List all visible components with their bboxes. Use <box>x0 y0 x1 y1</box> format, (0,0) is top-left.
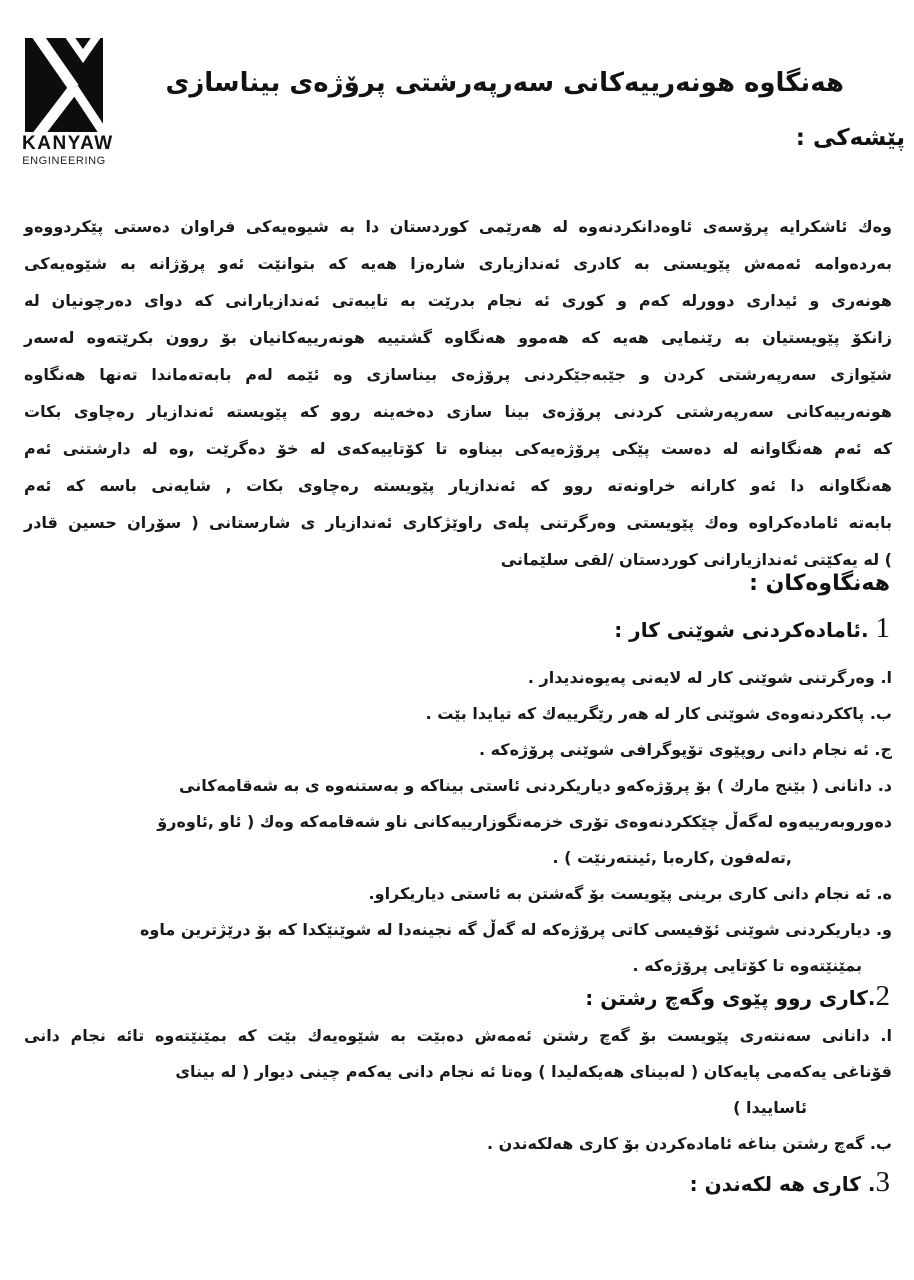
section-2-title: .كاری روو پێوی وگەچ رشتن : <box>585 986 876 1010</box>
intro-line: هەنگاوانه دا ئەو كارانه خراونەته روو كه ئەندازیار پێویسته رەچاوی بكات , شایەنی باسه كه ئەم <box>24 476 892 495</box>
intro-line: بابەته ئامادەكراوه وەك پێویستی وەرگرتنی پلەی راوێژكاری ئەندازیار ی شارستانی ( سۆران حسین قادر <box>24 513 892 532</box>
intro-line: زانكۆ پێویستیان به رێنمایی هەیه كه هەموو هەنگاوه گشتییه هونەرییەكانیان بۆ روون بكرێتەوه لەسەر <box>24 328 892 347</box>
list-item-line: ا. دانانی سەنتەری پێویست بۆ گەچ رشتن ئەمەش دەبێت به شێوەیەك بێت كه بمێنێتەوه تائە نجام دانی <box>24 1026 892 1045</box>
intro-line: وەك ئاشكرایه پرۆسەی ئاوەدانكردنەوه له هەرێمی كوردستان دا به شیوەیەكی فراوان دەستی پێكردووەو <box>24 217 892 236</box>
list-item-line: ,تەلەفون ,كارەبا ,ئینتەرنێت ) . <box>552 848 792 867</box>
section-2-heading <box>585 976 890 1018</box>
intro-heading: پێشەكی : <box>795 125 905 151</box>
intro-line: هونەرییەكانی سەرپەرشتی كردنی پرۆژەی بینا سازی دەخەینه روو كه پێویسته ئەندازیار رەچاوی بكات <box>24 402 892 421</box>
list-item-line: ا. وەرگرتنی شوێنی كار له لایەنی پەیوەندیدار . <box>527 668 892 687</box>
steps-heading: هەنگاوەكان : <box>749 571 890 596</box>
logo-subtitle: ENGINEERING <box>22 155 106 167</box>
section-3-heading <box>690 1162 890 1204</box>
logo-name: KANYAW <box>22 133 114 154</box>
section-1-heading <box>614 608 890 650</box>
section-1-title: .ئامادەكردنی شوێنی كار : <box>614 618 876 642</box>
section-2-number: 2 <box>875 980 890 1012</box>
section-2-items <box>24 1018 892 1162</box>
section-3-title: . كاری هە لكەندن : <box>689 1172 876 1196</box>
list-item-line: ب. پاككردنەوەی شوێنی كار له هەر رێگرییەك كه تیایدا بێت . <box>425 704 892 723</box>
intro-line: ) له یەكێتی ئەندازیارانی كوردستان /لقی سلێمانی <box>500 550 892 569</box>
list-item-line: دەوروبەرییەوه لەگەڵ چێككردنەوەی تۆری خزمەتگوزارییەكانی ناو شەقامەكه وەك ( ئاو ,ئاوەرۆ <box>157 812 892 831</box>
list-item-line: د. دانانی ( بێنج مارك ) بۆ پرۆژەكەو دیاریكردنی ئاستی بیناكه و بەستنەوه ی به شەقامەكانی <box>179 776 892 795</box>
document-title: هەنگاوه هونەرییەكانی سەرپەرشتی پرۆژەی بیناسازی <box>165 68 844 98</box>
intro-paragraph <box>24 208 892 578</box>
list-item-line: ب. گەچ رشتن بناغه ئامادەكردن بۆ كاری هەلكەندن . <box>486 1134 892 1153</box>
section-1-number: 1 <box>875 612 890 644</box>
intro-line: كه ئەم هەنگاوانه له دەست پێكی پرۆژەیەكی بیناوه تا كۆتاییەكەی له خۆ دەگرێت ,وه له دارشتنی ئەم <box>24 439 892 458</box>
list-item-line: و. دیاریكردنی شوێنی ئۆفیسی كاتی پرۆژەكه له گەڵ گە نجینەدا له شوێنێكدا كه بۆ درێژترین ماوه <box>139 920 892 939</box>
list-item-line: بمێنێتەوه تا كۆتایی پرۆژەكه . <box>632 956 862 975</box>
list-item-line: ج. ئە نجام دانی روپێوی تۆپوگرافی شوێنی پرۆژەكه . <box>478 740 892 759</box>
section-3-number: 3 <box>875 1166 890 1198</box>
intro-line: هونەری و ئیداری دوورله كەم و كوری ئە نجام بدرێت به تایبەتی ئەندازیارانی كه دوای دەرچونیان له <box>24 291 892 310</box>
list-item-line: قۆناغی یەكەمی پایەكان ( لەبینای هەیكەلیدا ) وەتا ئە نجام دانی یەكەم چینی دیوار ( له بینای <box>175 1062 892 1081</box>
company-logo <box>22 38 114 168</box>
list-item-line: ه. ئە نجام دانی كاری برینی پێویست بۆ گەشتن به ئاستی دیاریكراو. <box>368 884 892 903</box>
kanyaw-k-monogram-icon <box>25 38 103 132</box>
section-1-items <box>24 660 892 984</box>
intro-line: شێوازی سەرپەرشتی كردن و جێبەجێكردنی پرۆژەی بیناسازی وه ئێمه لەم بابەتەماندا تەنها هەنگاوه <box>24 365 892 384</box>
list-item-line: ئاساییدا ) <box>733 1098 807 1117</box>
intro-line: بەردەوامه ئەمەش پێویستی به كادری ئەندازیاری شارەزا هەیه كه بتوانێت ئەو پرۆژانه به شێوەیەكی <box>24 254 892 273</box>
